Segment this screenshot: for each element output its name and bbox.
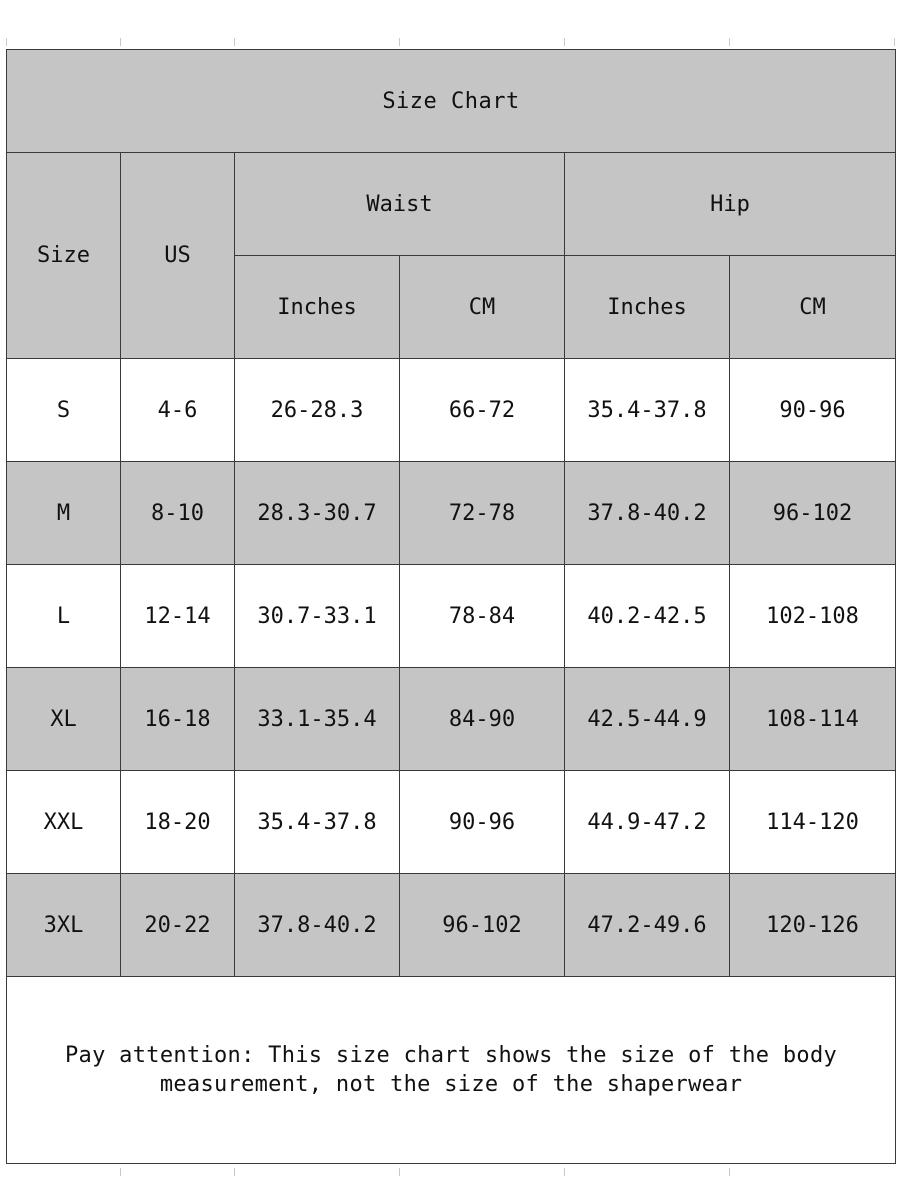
us-cell: 12-14 bbox=[121, 565, 235, 668]
waist-cm-header: CM bbox=[400, 256, 565, 359]
hip-inches-cell: 42.5-44.9 bbox=[565, 668, 730, 771]
size-cell: 3XL bbox=[7, 874, 121, 977]
tick-mark bbox=[6, 38, 7, 46]
hip-cm-cell: 90-96 bbox=[730, 359, 896, 462]
size-cell: XL bbox=[7, 668, 121, 771]
tick-mark bbox=[729, 38, 730, 46]
tick-mark bbox=[564, 38, 565, 46]
waist-inches-header: Inches bbox=[235, 256, 400, 359]
hip-cm-cell: 108-114 bbox=[730, 668, 896, 771]
waist-cm-cell: 78-84 bbox=[400, 565, 565, 668]
tick-mark bbox=[234, 1168, 235, 1176]
tick-mark bbox=[894, 38, 895, 46]
hip-inches-cell: 47.2-49.6 bbox=[565, 874, 730, 977]
waist-inches-cell: 30.7-33.1 bbox=[235, 565, 400, 668]
us-cell: 18-20 bbox=[121, 771, 235, 874]
title-row bbox=[7, 50, 896, 153]
table-row bbox=[7, 874, 896, 977]
us-header: US bbox=[121, 153, 235, 359]
hip-header: Hip bbox=[565, 153, 896, 256]
waist-inches-cell: 37.8-40.2 bbox=[235, 874, 400, 977]
note-row bbox=[7, 977, 896, 1164]
size-chart-table bbox=[6, 49, 896, 1164]
hip-cm-cell: 120-126 bbox=[730, 874, 896, 977]
tick-mark bbox=[399, 1168, 400, 1176]
us-cell: 16-18 bbox=[121, 668, 235, 771]
hip-inches-cell: 44.9-47.2 bbox=[565, 771, 730, 874]
tick-mark bbox=[234, 38, 235, 46]
us-cell: 4-6 bbox=[121, 359, 235, 462]
waist-cm-cell: 66-72 bbox=[400, 359, 565, 462]
table-row bbox=[7, 668, 896, 771]
waist-cm-cell: 96-102 bbox=[400, 874, 565, 977]
waist-inches-cell: 26-28.3 bbox=[235, 359, 400, 462]
size-header: Size bbox=[7, 153, 121, 359]
table-row bbox=[7, 359, 896, 462]
waist-header: Waist bbox=[235, 153, 565, 256]
hip-cm-cell: 114-120 bbox=[730, 771, 896, 874]
table-row bbox=[7, 771, 896, 874]
size-cell: S bbox=[7, 359, 121, 462]
chart-title: Size Chart bbox=[7, 50, 896, 153]
hip-inches-header: Inches bbox=[565, 256, 730, 359]
waist-cm-cell: 84-90 bbox=[400, 668, 565, 771]
tick-mark bbox=[120, 38, 121, 46]
size-cell: XXL bbox=[7, 771, 121, 874]
waist-cm-cell: 72-78 bbox=[400, 462, 565, 565]
table-row bbox=[7, 462, 896, 565]
hip-cm-cell: 96-102 bbox=[730, 462, 896, 565]
tick-mark bbox=[120, 1168, 121, 1176]
tick-mark bbox=[564, 1168, 565, 1176]
tick-mark bbox=[399, 38, 400, 46]
waist-inches-cell: 33.1-35.4 bbox=[235, 668, 400, 771]
us-cell: 20-22 bbox=[121, 874, 235, 977]
us-cell: 8-10 bbox=[121, 462, 235, 565]
size-cell: L bbox=[7, 565, 121, 668]
hip-inches-cell: 40.2-42.5 bbox=[565, 565, 730, 668]
table-row bbox=[7, 565, 896, 668]
top-tick-marks bbox=[0, 38, 900, 46]
size-cell: M bbox=[7, 462, 121, 565]
header-row-1 bbox=[7, 153, 896, 256]
hip-cm-cell: 102-108 bbox=[730, 565, 896, 668]
tick-mark bbox=[729, 1168, 730, 1176]
waist-cm-cell: 90-96 bbox=[400, 771, 565, 874]
bottom-tick-marks bbox=[0, 1168, 900, 1176]
hip-cm-header: CM bbox=[730, 256, 896, 359]
attention-note: Pay attention: This size chart shows the size of the body measurement, not the size of the shaperwear bbox=[7, 977, 896, 1164]
hip-inches-cell: 37.8-40.2 bbox=[565, 462, 730, 565]
hip-inches-cell: 35.4-37.8 bbox=[565, 359, 730, 462]
waist-inches-cell: 35.4-37.8 bbox=[235, 771, 400, 874]
waist-inches-cell: 28.3-30.7 bbox=[235, 462, 400, 565]
